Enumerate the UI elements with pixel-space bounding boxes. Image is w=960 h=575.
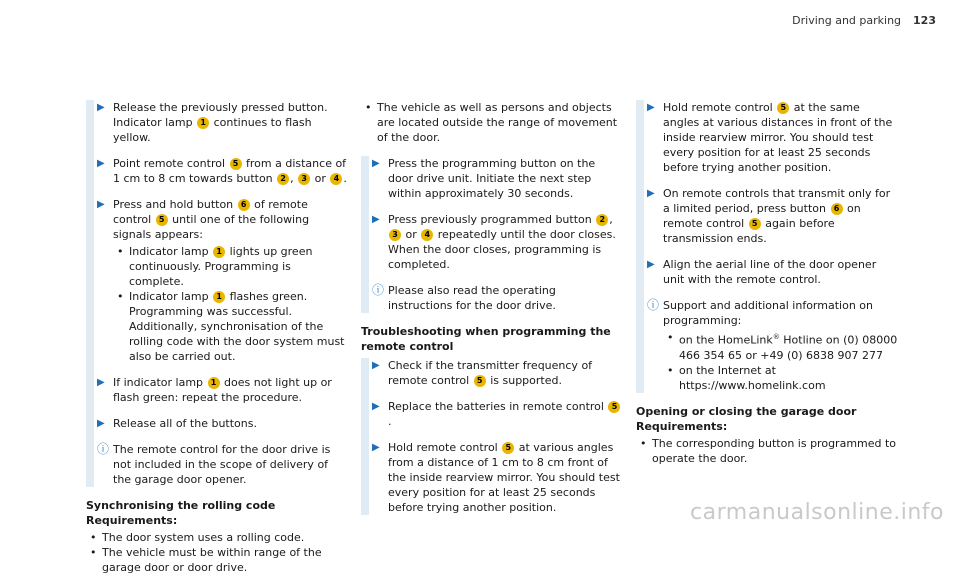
note: ⓘ Support and additional information on programming: • on the HomeLink® Hotline on (0) 08000 466 354 65 or +49 (0) 6838 907 277 • on the Internet at https://www.homelink.com: [647, 298, 898, 393]
arrow-icon: ▶: [647, 188, 655, 199]
arrow-icon: ▶: [372, 442, 380, 453]
step: ▶ Press and hold button 6 of remote control 5 until one of the following signals appears: • Indicator lamp 1 lights up green continuously. Programming is complete. • Indicator lamp 1 flashes green. Programming was successful. Additionally, synchronisation of the rolling code with the door system must also be carried out.: [97, 197, 348, 364]
number-badge: 1: [208, 377, 220, 389]
list-item: • on the Internet at https://www.homelink.com: [663, 363, 898, 393]
list-item: • Indicator lamp 1 flashes green. Programming was successful. Additionally, synchronisation of the rolling code with the door system must also be carried out.: [113, 289, 348, 364]
arrow-icon: ▶: [647, 102, 655, 113]
section-heading: Opening or closing the garage door: [636, 404, 857, 418]
step: ▶ On remote controls that transmit only for a limited period, press button 6 on remote control 5 again before transmission ends.: [647, 187, 891, 245]
number-badge: 6: [831, 203, 843, 215]
number-badge: 5: [474, 375, 486, 387]
column-3: [636, 100, 898, 466]
arrow-icon: ▶: [372, 401, 380, 412]
number-badge: 3: [298, 173, 310, 185]
list-item: • The door system uses a rolling code.: [86, 530, 348, 545]
note: ⓘ The remote control for the door drive is not included in the scope of delivery of the garage door opener.: [97, 442, 331, 486]
step-group-3: [361, 358, 623, 515]
info-icon: ⓘ: [372, 283, 385, 297]
step: ▶ If indicator lamp 1 does not light up or flash green: repeat the procedure.: [97, 376, 332, 404]
number-badge: 3: [389, 229, 401, 241]
step-group-4: [636, 100, 898, 393]
arrow-icon: ▶: [372, 360, 380, 371]
column-2: [361, 100, 623, 515]
step: ▶ Hold remote control 5 at the same angles at various distances in front of the inside rearview mirror. You should test every position for at least 25 seconds before trying another position.: [647, 101, 893, 174]
requirements-heading: Requirements:: [86, 514, 178, 527]
number-badge: 5: [156, 214, 168, 226]
step: ▶ Replace the batteries in remote control 5.: [372, 399, 623, 429]
info-icon: ⓘ: [97, 442, 110, 456]
requirements-list: [361, 100, 623, 145]
arrow-icon: ▶: [97, 158, 105, 169]
signal-list: [113, 244, 348, 364]
number-badge: 2: [596, 214, 608, 226]
watermark: carmanualsonline.info: [690, 500, 944, 525]
step: ▶ Release the previously pressed button. Indicator lamp 1 continues to flash yellow.: [97, 101, 328, 144]
number-badge: 2: [277, 173, 289, 185]
arrow-icon: ▶: [97, 102, 105, 113]
requirements-heading: Requirements:: [636, 419, 728, 433]
step: ▶ Align the aerial line of the door opener unit with the remote control.: [647, 258, 877, 286]
step-group-2: [361, 156, 623, 313]
number-badge: 5: [608, 401, 620, 413]
arrow-icon: ▶: [372, 214, 380, 225]
list-item: • The vehicle must be within range of the garage door or door drive.: [86, 545, 348, 575]
number-badge: 1: [213, 246, 225, 258]
info-icon: ⓘ: [647, 298, 660, 312]
number-badge: 4: [421, 229, 433, 241]
number-badge: 4: [330, 173, 342, 185]
list-item: • The vehicle as well as persons and objects are located outside the range of movement of the door.: [361, 100, 623, 145]
section-heading: Troubleshooting when programming the remote control: [361, 325, 611, 353]
step: ▶ Release all of the buttons.: [97, 417, 257, 430]
number-badge: 1: [197, 117, 209, 129]
note: ⓘ Please also read the operating instructions for the door drive.: [372, 283, 556, 312]
arrow-icon: ▶: [647, 259, 655, 270]
arrow-icon: ▶: [97, 418, 105, 429]
step: ▶ Press the programming button on the door drive unit. Initiate the next step within approximately 30 seconds.: [372, 157, 596, 200]
page-header: [792, 14, 936, 27]
requirements-list: [86, 530, 348, 575]
section-title: Driving and parking: [792, 14, 902, 27]
step: ▶ Hold remote control 5 at various angles from a distance of 1 cm to 8 cm front of the inside rearview mirror. You should test every position for at least 25 seconds before trying another position.: [372, 441, 620, 514]
column-1: [86, 100, 348, 575]
number-badge: 5: [749, 218, 761, 230]
step: ▶ Check if the transmitter frequency of remote control 5 is supported.: [372, 359, 593, 387]
page-number: 123: [913, 14, 936, 27]
arrow-icon: ▶: [97, 199, 105, 210]
list-item: • on the HomeLink® Hotline on (0) 08000 466 354 65 or +49 (0) 6838 907 277: [663, 330, 898, 363]
number-badge: 5: [230, 158, 242, 170]
step-group-1: [86, 100, 348, 487]
number-badge: 1: [213, 291, 225, 303]
section-heading: Synchronising the rolling code: [86, 499, 276, 512]
requirements-list: [636, 436, 898, 466]
number-badge: 5: [502, 442, 514, 454]
step: ▶ Point remote control 5 from a distance of 1 cm to 8 cm towards button 2 , 3 or 4 .: [97, 157, 347, 185]
number-badge: 6: [238, 199, 250, 211]
arrow-icon: ▶: [372, 158, 380, 169]
step: ▶ Press previously programmed button 2 , 3 or 4 repeatedly until the door closes. When the door closes, programming is completed.: [372, 213, 616, 271]
list-item: • Indicator lamp 1 lights up green continuously. Programming is complete.: [113, 244, 348, 289]
support-list: [663, 330, 898, 393]
number-badge: 5: [777, 102, 789, 114]
arrow-icon: ▶: [97, 377, 105, 388]
list-item: • The corresponding button is programmed to operate the door.: [636, 436, 898, 466]
